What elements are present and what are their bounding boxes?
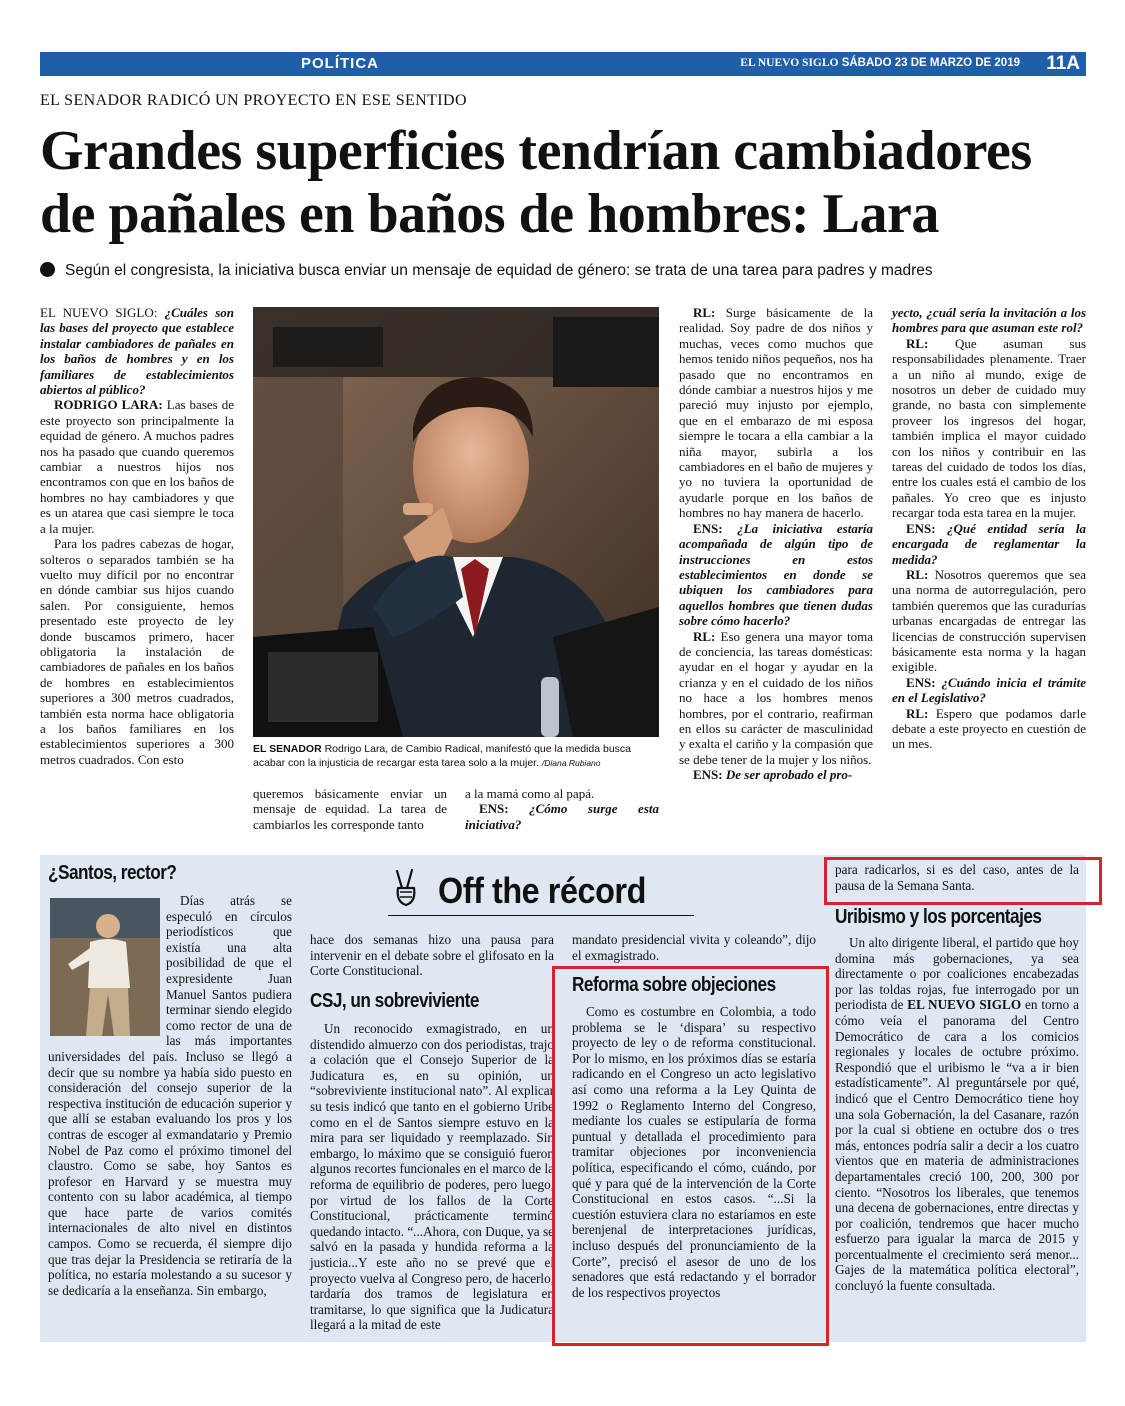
- page-number: 11A: [1046, 53, 1080, 74]
- santos-body: Días atrás se especuló en círculos periodísticos que existía una alta posibilidad de que el expresidente Juan Manuel Santos pudiera terminar siendo elegido como rector de una de las más importantes universidades del país. Incluso se llegó a decir que su nombre ya había sido puesto en consideración del consejo superior de la respectiva institución de educación superior y que allí se estaban evaluando los pros y los contras de escoger al exmandatario y Premio Nobel de Paz como el próximo timonel del claustro. Como se sabe, hoy Santos es profesor en Harvard y se muestra muy contento con su labor académica, al tiempo que hace parte de varios comités internacionales de alto nivel en distintos campos. Como se recuerda, él siempre dijo que tras dejar la Presidencia se retiraría de la política, no estaría molestando a su sucesor y se dedicaría a la enseñanza. Sin embargo,: [48, 893, 292, 1298]
- section-header-bar: [40, 52, 1086, 76]
- off-the-record-title: Off the récord: [438, 870, 646, 911]
- article-column-4: yecto, ¿cuál sería la invitación a los hombres para que asuman este rol? RL: Que asuman sus responsabilidades plenamente. Traer a un niño al mundo, exige de nosotros un deber de cuidado muy grande, no basta con simplemente proveer los ingresos del hogar, también implica el mayor cuidado con los niños y contribuir en las tareas del cuidado de todos los días, entre los cuales está el cambio de los pañales. Yo creo que es injusto recargar toda esta tarea en la mujer. ENS: ¿Qué entidad sería la encargada de reglamentar la medida? RL: Nosotros queremos que sea una norma de autorregulación, pero también queremos que las curadurías urbanas encargadas de entregar las licencias de construcción supervisen básicamente esta norma y la hagan exigible. ENS: ¿Cuándo inicia el trámite en el Legislativo? RL: Espero que podamos darle debate a este proyecto en cuestión de un mes.: [892, 305, 1086, 752]
- newspaper-name: EL NUEVO SIGLO: [907, 997, 1022, 1013]
- uribismo-heading: Uribismo y los porcentajes: [835, 906, 1042, 928]
- senator-photo: [253, 307, 659, 737]
- question-2: ENS: ¿Cómo surge esta iniciativa?: [465, 801, 660, 832]
- answer-1b: Para los padres cabezas de hogar, solteros o separados también se ha vuelto muy difícil por no encontrar en dónde cambiar sus hijos cuando salen. Por consiguiente, hemos presentado este proyecto de ley donde buscamos primero, hacer obligatoria la instalación de cambiadores de pañales en los baños de hombres en establecimientos superiores a 300 metros cuadrados, también esta norma hace obligatoria a los baños familiares en los establecimientos superiores a 300 metros cuadrados. Con esto: [40, 536, 234, 767]
- photo-credit: /Diana Rubiano: [541, 758, 601, 768]
- question-1: EL NUEVO SIGLO: ¿Cuáles son las bases del proyecto que establece instalar cambiadores de pañales en los baños de hombres y en los familiares de establecimientos abiertos al público?: [40, 305, 234, 398]
- publication-name: EL NUEVO SIGLO: [740, 57, 839, 69]
- csj-heading: CSJ, un sobreviviente: [310, 990, 479, 1012]
- article-column-1: [40, 305, 234, 767]
- off-the-record-header: [388, 866, 694, 916]
- deck-text: Según el congresista, la iniciativa busca enviar un mensaje de equidad de género: se trata de una tarea para padres y madres: [65, 262, 933, 279]
- article-column-3: RL: Surge básicamente de la realidad. Soy padre de dos niños y muchas, veces como muchos que hemos tenido niños pequeños, nos ha pasado que no encontramos en dónde cambiar a nuestros hijos y me pareció muy injusto por ejemplo, que en el embarazo de mi esposa siempre le tocara a ella cambiar a la niña mayor, subirla a los cambiadores en el baño de mujeres y yo no tuviera la oportunidad de ayudarle porque en los baños de hombres no hay manera de hacerlo. ENS: ¿La iniciativa estaría acompañada de algún tipo de instrucciones en estos establecimientos en donde se ubiquen los cambiadores para aquellos hombres que tienen dudas sobre cómo hacerlo? RL: Eso genera una mayor toma de conciencia, las tareas domésticas: ayudar en el hogar y ayudar en la crianza y en el cuidado de los niños no hace a los hombres menos hombres, por el contrario, reafirman en ellos su carácter de masculinidad y exalta el cariño y la compasión que se debe tener de la mujer y los niños. ENS: De ser aprobado el pro-: [679, 305, 874, 783]
- reforma-body: Como es costumbre en Colombia, a todo problema se le ‘dispara’ su respectivo proyecto de ley o de reforma constitucional. Por lo mismo, en los próximos días se estaría radicando en el Congreso un acto legislativo así como una reforma a la Ley Quinta de 1992 o Reglamento Interno del Congreso, mediante los cuales se estipularía de forma puntual y detallada el procedimiento para tramitar objeciones por inconveniencia política, especificando el cómo, cuándo, por qué y para qué de la intervención de la Corte Constitucional en estos casos. “...Si la cuestión estuviera clara no estaríamos en este berenjenal de interpretaciones jurídicas, incluso después del pronunciamiento de la Corte”, precisó el asesor de uno de los senadores que está redactando y el borrador de los respectivos proyectos: [572, 1004, 816, 1300]
- photo-caption: EL SENADOR Rodrigo Lara, de Cambio Radical, manifestó que la medida busca acabar con la injusticia de recargar esta tarea solo a la mujer. /Diana Rubiano: [253, 743, 631, 769]
- article-column-2a: queremos básicamente enviar un mensaje de equidad. La tarea de cambiarlos les corresponde tanto: [253, 786, 447, 832]
- uribismo-body: Un alto dirigente liberal, el partido que hoy domina más gobernaciones, ya sea directamente o por coaliciones encabezadas por las toldas rojas, fue interrogado por un periodista de EL NUEVO SIGLO en torno a cómo veía el panorama del Centro Democrático de cara a los comicios regionales y locales de octubre próximo. Respondió que el uribismo le “va a ir bien estadísticamente”. Al preguntársele por qué, indicó que el Centro Democrático tiene hoy una sola Gobernación, la del Casanare, razón por la cual si obtiene en octubre dos o tres más, entonces podría salir a decir a los cuatro vientos que en materia de administraciones departamentales creció 100, 200, 300 por ciento. “Nosotros los liberales, que tenemos una decena de gobernaciones, entre directas y por coalición, tendremos que hacer mucho esfuerzo para igualar la marca de 2015 y porcentualmente el crecimiento será menor... Gajes de la matemática política electoral”, concluyó la fuente consultada.: [835, 935, 1079, 1294]
- csj-body: Un reconocido exmagistrado, en un distendido almuerzo con dos periodistas, trajo a colación que el Consejo Superior de la Judicatura es, en su opinión, un “sobreviviente institucional nato”. Al explicar su tesis indicó que tanto en el gobierno Uribe como en el de Santos siempre estuvo en la mira para ser liquidado y reemplazado. Sin embargo, lo máximo que se consiguió fueron algunos recortes funcionales en el marco de la reforma de equilibrio de poderes, pero luego, por virtud de los fallos de la Corte Constitucional, prácticamente terminó quedando intacto. “...Ahora, con Duque, ya se salvó en la pasada y hundida reforma a la justicia...Y este año no se prevé que el proyecto vuelva al Congreso pero, de hacerlo, tardaría dos tramos de legislatura en tramitarse, lo que significa que la Judicatura llegará a la mitad de este: [310, 1021, 554, 1333]
- article-kicker: EL SENADOR RADICÓ UN PROYECTO EN ESE SENTIDO: [40, 92, 467, 109]
- senator-illustration: [253, 307, 659, 737]
- reforma-continuation: para radicarlos, si es del caso, antes de la pausa de la Semana Santa.: [835, 862, 1079, 893]
- santos-heading: ¿Santos, rector?: [48, 862, 177, 884]
- reforma-heading: Reforma sobre objeciones: [572, 974, 776, 996]
- santos-continuation: hace dos semanas hizo una pausa para intervenir en el debate sobre el glifosato en la Corte Constitucional.: [310, 932, 554, 979]
- article-headline: Grandes superficies tendrían cambiadores de pañales en baños de hombres: Lara: [40, 120, 1032, 245]
- victory-hand-icon: [392, 868, 420, 908]
- csj-continuation: mandato presidencial vivita y coleando”, dijo el exmagistrado.: [572, 932, 816, 963]
- section-name: POLÍTICA: [301, 55, 379, 72]
- article-deck: [40, 262, 1100, 280]
- answer-1: RODRIGO LARA: Las bases de este proyecto son principalmente la equidad de género. A muchos padres nos ha pasado que cuando queremos cambiar a nuestros hijos nos encontramos con que en los baños de hombres no hay cambiadores y que es un atarea que casi siempre le toca a la mujer.: [40, 397, 234, 536]
- bullet-icon: [40, 262, 55, 277]
- article-column-2b: a la mamá como al papá. ENS: ¿Cómo surge esta iniciativa?: [465, 786, 660, 832]
- issue-date: SÁBADO 23 DE MARZO DE 2019: [841, 57, 1020, 69]
